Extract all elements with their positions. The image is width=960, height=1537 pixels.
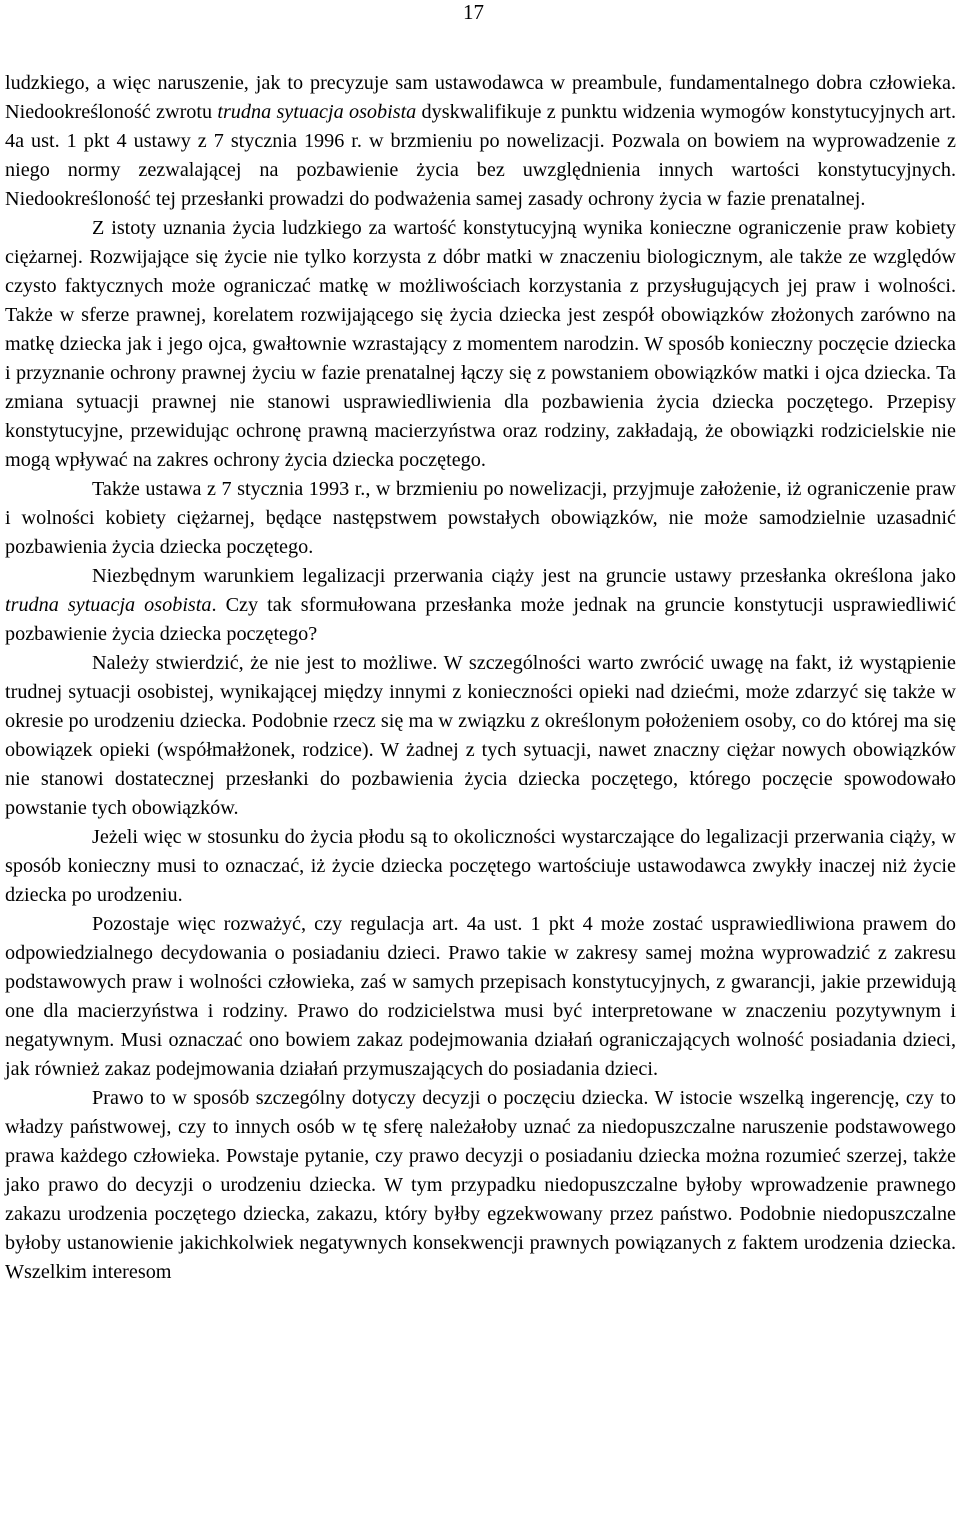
paragraph [5,475,956,562]
text-run: Pozostaje więc rozważyć, czy regulacja art. 4a ust. 1 pkt 4 może zostać usprawiedliwiona prawem do odpowiedzialnego decydowania o posiadaniu dzieci. Prawo takie w zakresy samej można wyprowadzić z zakresu podstawowych praw i wolności człowieka, zaś w samych przepisach konstytucyjnych, z gwarancji, jakie przewidują one dla macierzyństwa i rodziny. Prawo do rodzicielstwa musi być interpretowane w znaczeniu pozytywnym i negatywnym. Musi oznaczać ono bowiem zakaz podejmowania działań ograniczających wolność posiadania dzieci, jak również zakaz podejmowania działań przymuszających do posiadania dzieci. [5,913,956,1080]
text-run: ludzkiego, a więc naruszenie, jak to precyzuje sam ustawodawca w preambule, fundamentalnego dobra człowieka. Niedookreśloność zwrotu [5,72,956,123]
paragraph [5,69,956,214]
text-run: Prawo to w sposób szczególny dotyczy decyzji o poczęciu dziecka. W istocie wszelką ingerencję, czy to władzy państwowej, czy to innych osób w tę sferę należałoby uznać za niedopuszczalne naruszenie podstawowego prawa każdego człowieka. Powstaje pytanie, czy prawo decyzji o posiadaniu dziecka można rozumieć szerzej, także jako prawo do decyzji o urodzeniu dziecka. W tym przypadku niedopuszczalne byłoby wprowadzenie prawnego zakazu urodzenia poczętego dziecka, zakazu, który byłby egzekwowany przez państwo. Podobnie niedopuszczalne byłoby ustanowienie jakichkolwiek negatywnych konsekwencji prawnych powiązanych z faktem urodzenia dziecka. Wszelkim interesom [5,1087,956,1283]
paragraph [5,823,956,910]
document-body [5,69,956,1287]
text-run: Z istoty uznania życia ludzkiego za wartość konstytucyjną wynika konieczne ograniczenie praw kobiety ciężarnej. Rozwijające się życie nie tylko korzysta z dóbr matki w znaczeniu biologicznym, ale także ze względów czysto faktycznych może ograniczać matkę w możliwościach korzystania z przysługujących jej praw i wolności. Także w sferze prawnej, korelatem rozwijającego się życia dziecka jest zespół obowiązków złożonych zarówno na matkę dziecka jak i jego ojca, gwałtownie wzrastający z momentem narodzin. W sposób konieczny poczęcie dziecka i przyznanie ochrony prawnej życiu w fazie prenatalnej łączy się z powstaniem obowiązków matki i ojca dziecka. Ta zmiana sytuacji prawnej nie stanowi usprawiedliwienia dla pozbawienia życia dziecka poczętego. Przepisy konstytucyjne, przewidując ochronę prawną macierzyństwa oraz rodziny, zakładają, że obowiązki rodzicielskie nie mogą wpływać na zakres ochrony życia dziecka poczętego. [5,217,956,471]
paragraph [5,649,956,823]
paragraph [5,910,956,1084]
paragraph [5,1084,956,1287]
italic-phrase: trudna sytuacja osobista [217,101,417,123]
text-run: Także ustawa z 7 stycznia 1993 r., w brzmieniu po nowelizacji, przyjmuje założenie, iż ograniczenie praw i wolności kobiety ciężarnej, będące następstwem powstałych obowiązków, nie może samodzielnie uzasadnić pozbawienia życia dziecka poczętego. [5,478,956,558]
text-run: dyskwalifikuje z punktu widzenia wymogów konstytucyjnych art. 4a ust. 1 pkt 4 ustawy z 7 stycznia 1996 r. w brzmieniu po nowelizacji. Pozwala on bowiem na wyprowadzenie z niego normy zezwalającej na pozbawienie życia bez uwzględnienia innych wartości konstytucyjnych. Niedookreśloność tej przesłanki prowadzi do podważenia samej zasady ochrony życia w fazie prenatalnej. [5,101,956,210]
text-run: . Czy tak sformułowana przesłanka może jednak na gruncie konstytucji usprawiedliwić pozbawienie życia dziecka poczętego? [5,594,956,645]
page-number: 17 [463,0,484,24]
paragraph [5,562,956,649]
text-run: Jeżeli więc w stosunku do życia płodu są to okoliczności wystarczające do legalizacji przerwania ciąży, w sposób konieczny musi to oznaczać, iż życie dziecka poczętego wartościuje ustawodawca zwykły inaczej niż życie dziecka po urodzeniu. [5,826,956,906]
text-run: Należy stwierdzić, że nie jest to możliwe. W szczególności warto zwrócić uwagę na fakt, iż wystąpienie trudnej sytuacji osobistej, wynikającej między innymi z konieczności opieki nad dziećmi, może zdarzyć się także w okresie po urodzeniu dziecka. Podobnie rzecz się ma w związku z określonym położeniem osoby, co do której ma się obowiązek opieki (współmałżonek, rodzice). W żadnej z tych sytuacji, nawet znaczny ciężar nowych obowiązków nie stanowi dostatecznej przesłanki do pozbawienia życia dziecka poczętego, którego poczęcie spowodowało powstanie tych obowiązków. [5,652,956,819]
italic-phrase: trudna sytuacja osobista [5,594,212,616]
paragraph [5,214,956,475]
text-run: Niezbędnym warunkiem legalizacji przerwania ciąży jest na gruncie ustawy przesłanka określona jako [92,565,956,587]
